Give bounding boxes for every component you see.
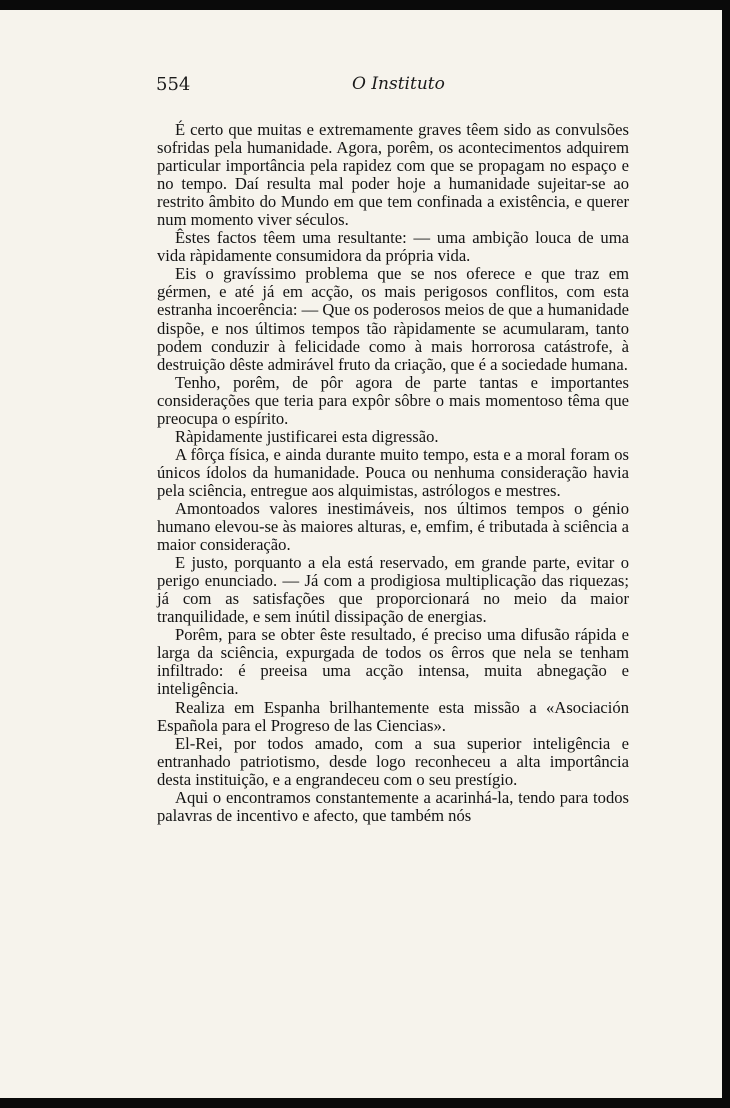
paragraph-5: Ràpidamente justificarei esta digressão. [175,426,439,446]
paragraph-10: Realiza em Espanha brilhantemente esta missão a «Asociación Española para el Progreso de las Ciencias». [157,697,629,735]
paragraph-3: Eis o gravíssimo problema que se nos oferece e que traz em gérmen, e até já em acção, os mais perigosos conflitos, com esta estranha incoerência: — Que os poderosos meios de que a humanidade dispõe, e nos últimos tempos tão ràpidamente se acumularam, tanto podem conduzir à felicidade como à mais horrorosa catástrofe, à destruição dêste admirável fruto da criação, que é a sociedade humana. [157,264,629,374]
page-number: 554 [156,74,191,95]
page-header [0,74,722,104]
body-text [157,121,629,825]
document-page [0,10,722,1098]
running-title: O Instituto [352,74,445,94]
paragraph-4: Tenho, porêm, de pôr agora de parte tantas e importantes considerações que teria para expôr sôbre o mais momentoso têma que preocupa o espírito. [157,372,629,428]
paragraph-9: Porêm, para se obter êste resultado, é preciso uma difusão rápida e larga da sciência, expurgada de todos os êrros que nela se tenham infiltrado: é preeisa uma acção intensa, muita abnegação e inteligência. [157,625,629,699]
paragraph-11: El-Rei, por todos amado, com a sua superior inteligência e entranhado patriotismo, desde logo reconheceu a alta importância desta instituição, e a engrandeceu com o seu prestígio. [157,733,629,789]
paragraph-8: E justo, porquanto a ela está reservado, em grande parte, evitar o perigo enunciado. — Já com a prodigiosa multiplicação das riquezas; já com as satisfações que proporcionará no meio da maior tranquilidade, e sem inútil dissipação de energias. [157,553,629,627]
paragraph-1: É certo que muitas e extremamente graves têem sido as convulsões sofridas pela humanidade. Agora, porêm, os acontecimentos adquirem particular importância pela rapidez com que se propagam no espaço e no tempo. Daí resulta mal poder hoje a humanidade sujeitar-se ao restrito âmbito do Mundo em que tem confinada a existência, e querer num momento viver séculos. [157,120,629,230]
paragraph-2: Êstes factos têem uma resultante: — uma ambição louca de uma vida ràpidamente consumidora da própria vida. [157,228,629,266]
paragraph-6: A fôrça física, e ainda durante muito tempo, esta e a moral foram os únicos ídolos da humanidade. Pouca ou nenhuma consideração havia pela sciência, entregue aos alquimistas, astrólogos e mestres. [157,444,629,500]
paragraph-7: Amontoados valores inestimáveis, nos últimos tempos o génio humano elevou-se às maiores alturas, e, emfim, é tributada à sciência a maior consideração. [157,498,629,555]
paragraph-12: Aqui o encontramos constantemente a acarinhá-la, tendo para todos palavras de incentivo e afecto, que também nós [157,787,629,825]
